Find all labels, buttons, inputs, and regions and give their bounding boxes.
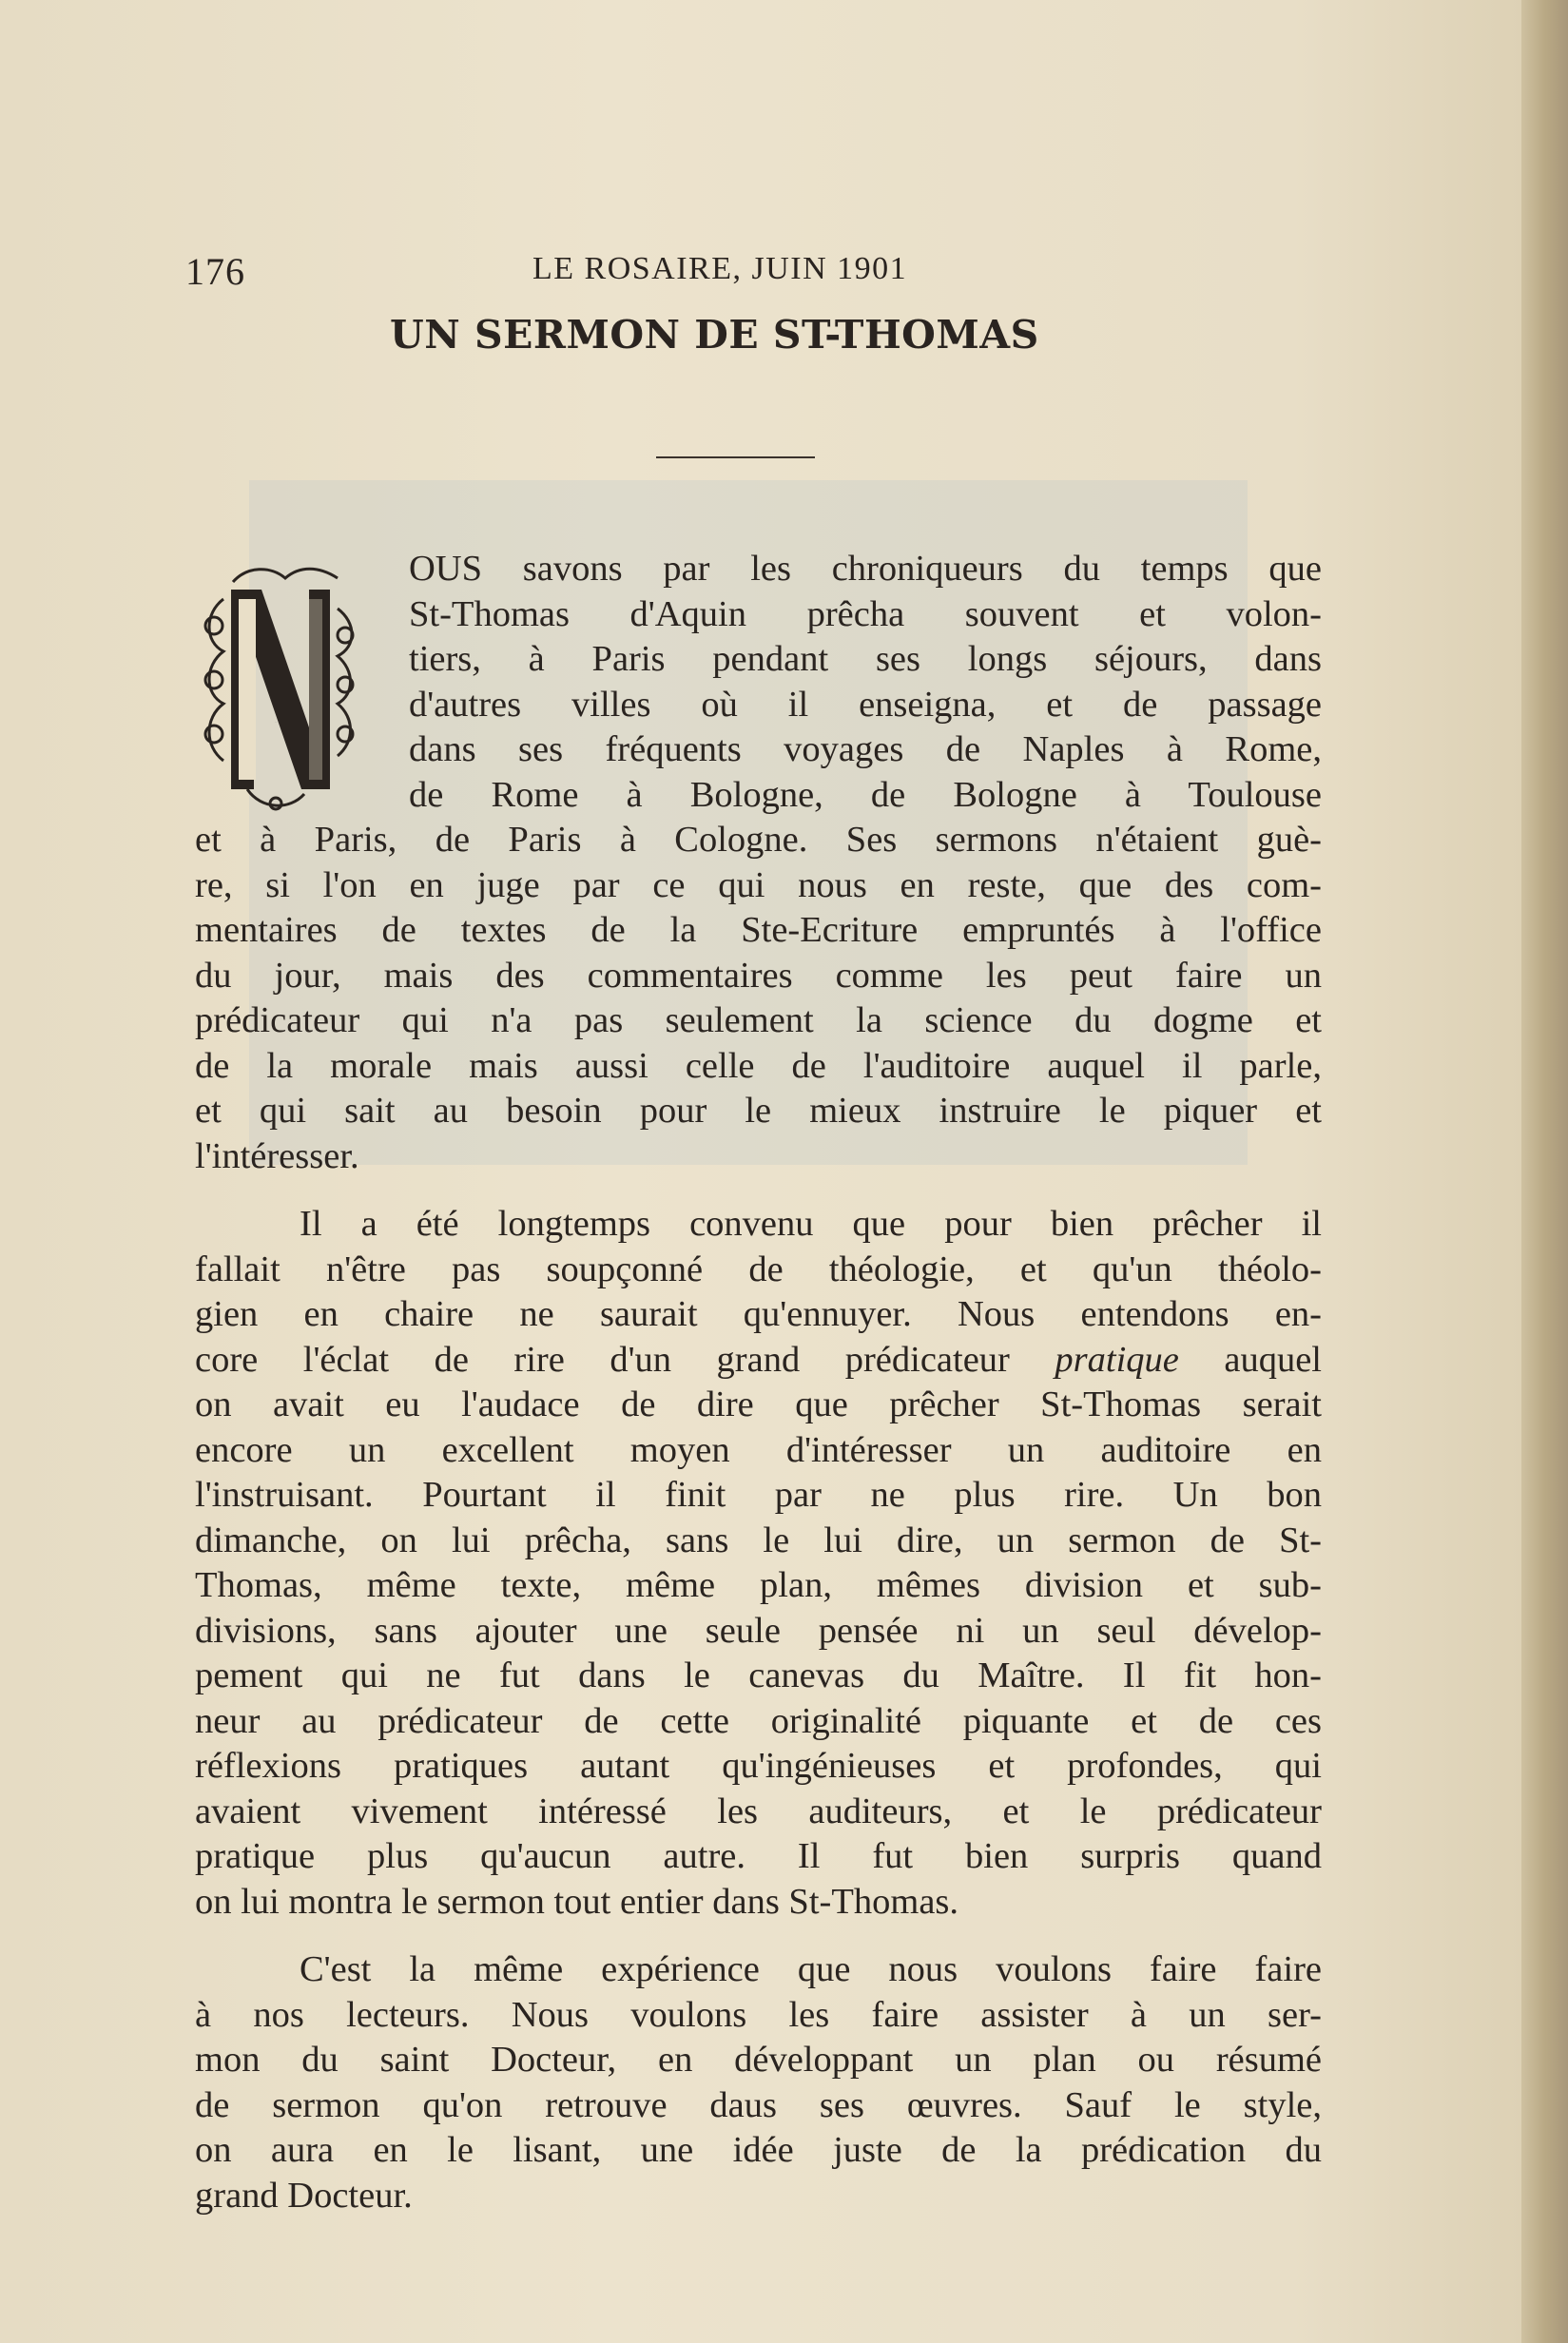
text-line: mentaires de textes de la Ste-Ecriture empruntés à l'office: [195, 910, 1322, 950]
text-line: [195, 1338, 1322, 1384]
text-line: on aura en le lisant, une idée juste de la prédication du: [195, 2130, 1322, 2170]
text-line: du jour, mais des commentaires comme les peut faire un: [195, 955, 1322, 996]
text-line: St-Thomas d'Aquin prêcha souvent et volon-: [409, 593, 1322, 634]
text-line: on avait eu l'audace de dire que prêcher St-Thomas serait: [195, 1384, 1322, 1424]
drop-cap-letter: N: [275, 723, 277, 724]
text-line: encore un excellent moyen d'intéresser un auditoire en: [195, 1429, 1322, 1470]
paragraph: [195, 1202, 1322, 1925]
text-line: Thomas, même texte, même plan, mêmes division et sub-: [195, 1565, 1322, 1605]
text-line: l'instruisant. Pourtant il finit par ne plus rire. Un bon: [195, 1475, 1322, 1515]
text-line: réflexions pratiques autant qu'ingénieuses et profondes, qui: [195, 1746, 1322, 1786]
text-line: fallait n'être pas soupçonné de théologie, et qu'un théolo-: [195, 1249, 1322, 1289]
paragraph: [195, 547, 1322, 1179]
text-line: prédicateur qui n'a pas seulement la science du dogme et: [195, 1000, 1322, 1040]
text-fragment: auquel: [1224, 1339, 1322, 1380]
text-line: dimanche, on lui prêcha, sans le lui dire, un sermon de St-: [195, 1520, 1322, 1560]
text-line: pratique plus qu'aucun autre. Il fut bien surpris quand: [195, 1836, 1322, 1876]
running-title: LE ROSAIRE, JUIN 1901: [532, 251, 908, 286]
page-number: 176: [185, 250, 245, 293]
text-line: Il a été longtemps convenu que pour bien prêcher il: [300, 1204, 1322, 1244]
text-line: divisions, sans ajouter une seule pensée ni un seul dévelop-: [195, 1610, 1322, 1651]
page-header: [185, 249, 1326, 297]
text-line: de la morale mais aussi celle de l'auditoire auquel il parle,: [195, 1045, 1322, 1086]
title-rule: [656, 456, 815, 458]
paragraph: [195, 1947, 1322, 2218]
text-line: pement qui ne fut dans le canevas du Maître. Il fit hon-: [195, 1656, 1322, 1695]
text-line: l'intéresser.: [195, 1135, 359, 1176]
text-fragment: core l'éclat de rire d'un grand prédicateur: [195, 1339, 1010, 1380]
text-line: dans ses fréquents voyages de Naples à Rome,: [409, 729, 1322, 769]
text-line: neur au prédicateur de cette originalité piquante et de ces: [195, 1700, 1322, 1741]
text-line: tiers, à Paris pendant ses longs séjours, dans: [409, 639, 1322, 679]
text-line: grand Docteur.: [195, 2175, 413, 2216]
italic-word: pratique: [1055, 1339, 1179, 1380]
text-line: on lui montra le sermon tout entier dans St-Thomas.: [195, 1881, 959, 1922]
text-line: re, si l'on en juge par ce qui nous en reste, que des com-: [195, 864, 1322, 905]
text-line: C'est la même expérience que nous voulons faire faire: [300, 1949, 1322, 1989]
text-line: de sermon qu'on retrouve daus ses œuvres. Sauf le style,: [195, 2084, 1322, 2125]
text-line: mon du saint Docteur, en développant un plan ou résumé: [195, 2040, 1322, 2080]
text-line: gien en chaire ne saurait qu'ennuyer. Nous entendons en-: [195, 1294, 1322, 1334]
text-line: d'autres villes où il enseigna, et de passage: [409, 684, 1322, 725]
text-line: avaient vivement intéressé les auditeurs, et le prédicateur: [195, 1791, 1322, 1831]
text-line: et à Paris, de Paris à Cologne. Ses sermons n'étaient guè-: [195, 820, 1322, 860]
text-line: à nos lecteurs. Nous voulons les faire assister à un ser-: [195, 1994, 1322, 2035]
article-body: [195, 547, 1322, 2218]
page-edge: [1521, 0, 1568, 2343]
article-title: UN SERMON DE ST-THOMAS: [390, 312, 1039, 358]
text-line: et qui sait au besoin pour le mieux instruire le piquer et: [195, 1091, 1322, 1131]
text-line: de Rome à Bologne, de Bologne à Toulouse: [409, 774, 1322, 815]
text-line: OUS savons par les chroniqueurs du temps que: [409, 549, 1322, 589]
